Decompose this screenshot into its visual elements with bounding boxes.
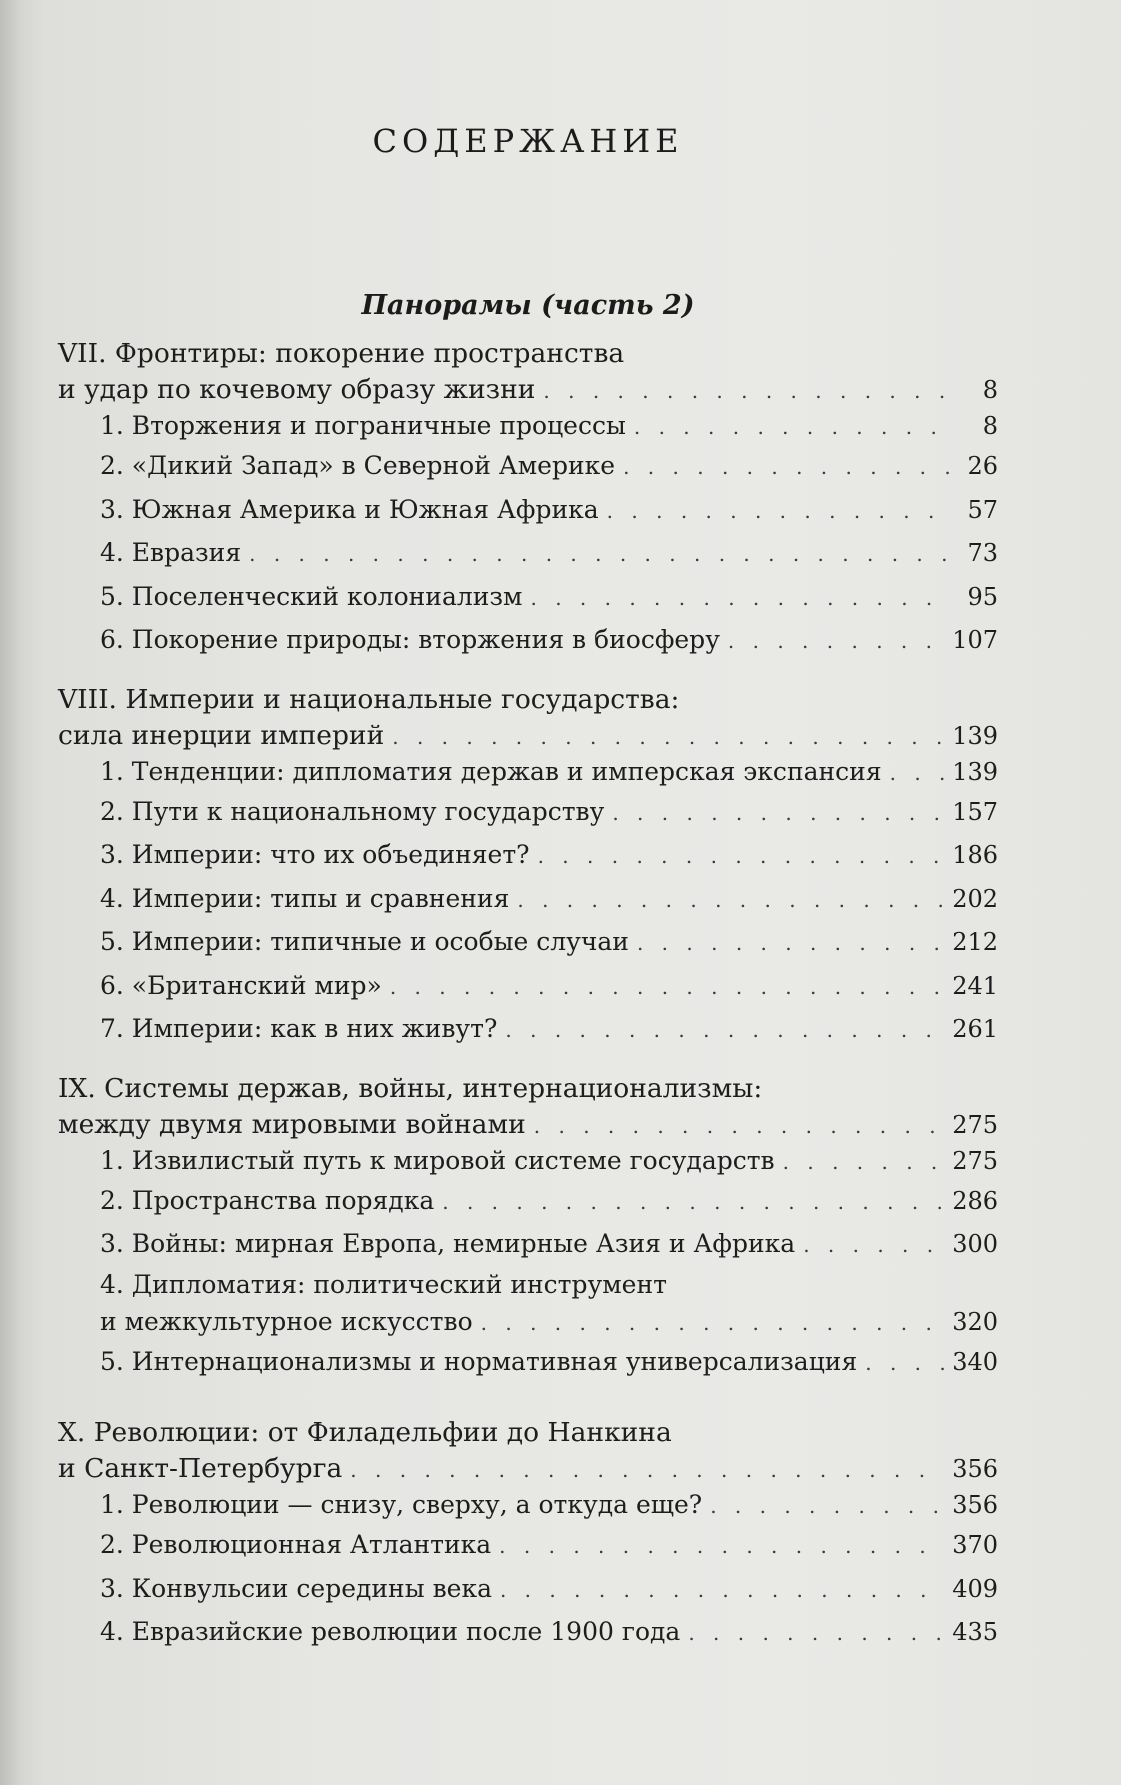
page-number: 95 [967, 582, 998, 611]
leader-dots [543, 373, 950, 409]
leader-dots [350, 1452, 944, 1488]
page-number: 107 [952, 626, 998, 654]
section-entry [58, 408, 998, 444]
chapter-entry [58, 1107, 998, 1143]
leader-dots [623, 446, 950, 490]
leader-dots [728, 620, 944, 664]
leader-dots [634, 409, 950, 445]
chapter-title-line [58, 336, 998, 372]
leader-dots [612, 792, 944, 836]
page-gutter [0, 0, 22, 1785]
section-title: 2. Пространства порядка [100, 1185, 435, 1215]
chapter-title-continued: сила инерции империй [58, 719, 385, 751]
section-entry [58, 1340, 998, 1384]
chapter-title-continued: и Санкт-Петербурга [58, 1453, 343, 1484]
chapter-entry [58, 372, 998, 408]
page-number: 370 [952, 1531, 998, 1559]
section-title: 1. Тенденции: дипломатия держав и имперская экспансия [100, 756, 882, 786]
leader-dots [710, 1488, 944, 1524]
page-number: 26 [967, 452, 998, 480]
page-number: 139 [952, 721, 998, 750]
toc-chapter [58, 336, 998, 662]
page-number: 356 [952, 1455, 998, 1483]
leader-dots [442, 1181, 944, 1225]
page-number: 286 [952, 1186, 998, 1215]
leader-dots [481, 1305, 945, 1341]
chapter-title-line [58, 1415, 998, 1451]
section-title: 5. Поселенческий колониализм [100, 581, 523, 611]
leader-dots [499, 1525, 944, 1569]
leader-dots [517, 879, 944, 923]
page-number: 435 [952, 1618, 998, 1646]
section-entry [58, 1487, 998, 1523]
section-entry [58, 1179, 998, 1223]
page-number: 409 [952, 1574, 998, 1603]
section-entry [58, 1007, 998, 1051]
section-title: 5. Империи: типичные и особые случаи [100, 927, 629, 956]
section-entry [58, 754, 998, 790]
section-title: 3. Южная Америка и Южная Африка [100, 494, 599, 524]
page-number: 356 [952, 1491, 998, 1519]
page-number: 320 [952, 1307, 998, 1336]
page-number: 275 [952, 1110, 998, 1139]
page-number: 186 [952, 841, 998, 869]
page-number: 8 [982, 376, 998, 404]
leader-dots [688, 1612, 944, 1656]
section-title-line [58, 1266, 998, 1304]
section-title: 5. Интернационализмы и нормативная универсализация [100, 1346, 858, 1376]
section-entry [58, 1610, 998, 1654]
section-title-continued: и межкультурное искусство [100, 1306, 473, 1336]
page-number: 261 [952, 1015, 998, 1043]
leader-dots [890, 755, 945, 791]
page-number: 139 [952, 757, 998, 786]
section-entry [58, 790, 998, 834]
leader-dots [783, 1144, 945, 1180]
section-entry [58, 877, 998, 921]
section-title: 4. Евразийские революции после 1900 года [100, 1617, 681, 1646]
section-entry [58, 618, 998, 662]
leader-dots [538, 835, 945, 879]
section-title: 2. «Дикий Запад» в Северной Америке [100, 451, 616, 480]
section-entry [58, 488, 998, 532]
section-entry [58, 1222, 998, 1266]
section-entry [58, 920, 998, 964]
part-heading: Панорамы (часть 2) [361, 290, 695, 321]
section-title: 1. Извилистый путь к мировой системе государств [100, 1145, 775, 1175]
chapter-entry [58, 718, 998, 754]
section-entry [58, 444, 998, 488]
leader-dots [249, 533, 950, 577]
table-of-contents [58, 336, 998, 1674]
section-entry [58, 575, 998, 619]
section-title: 4. Империи: типы и сравнения [100, 883, 510, 913]
section-title: 1. Вторжения и пограничные процессы [100, 411, 626, 440]
toc-chapter [58, 682, 998, 1051]
page-number: 157 [952, 797, 998, 826]
toc-chapter [58, 1415, 998, 1654]
section-title: 6. «Британский мир» [100, 970, 382, 1000]
section-entry [58, 1567, 998, 1611]
section-entry [58, 1143, 998, 1179]
section-entry [58, 833, 998, 877]
section-title: 7. Империи: как в них живут? [100, 1014, 498, 1043]
leader-dots [865, 1342, 944, 1386]
page-number: 340 [952, 1347, 998, 1376]
chapter-title-line [58, 682, 998, 718]
section-title: 4. Дипломатия: политический инструмент [100, 1269, 667, 1299]
chapter-title: VIII. Империи и национальные государства: [58, 683, 680, 715]
section-title: 6. Покорение природы: вторжения в биосферу [100, 625, 720, 654]
page-number: 212 [952, 928, 998, 956]
section-title: 2. Пути к национальному государству [100, 796, 605, 826]
page-number: 241 [952, 971, 998, 1000]
page-number: 8 [982, 412, 998, 440]
leader-dots [500, 1569, 944, 1613]
toc-chapter [58, 1071, 998, 1384]
page-number: 73 [967, 539, 998, 567]
leader-dots [534, 1108, 944, 1144]
section-entry [58, 531, 998, 575]
section-title: 3. Войны: мирная Европа, немирные Азия и Африка [100, 1229, 796, 1258]
leader-dots [637, 922, 944, 966]
chapter-entry [58, 1451, 998, 1487]
leader-dots [530, 577, 950, 621]
leader-dots [803, 1224, 944, 1268]
leader-dots [392, 719, 944, 755]
chapter-title: X. Революции: от Филадельфии до Нанкина [58, 1417, 672, 1448]
section-entry [58, 1304, 998, 1340]
section-title: 3. Империи: что их объединяет? [100, 840, 530, 869]
page-number: 57 [967, 495, 998, 524]
chapter-title-continued: и удар по кочевому образу жизни [58, 374, 536, 405]
leader-dots [607, 490, 950, 534]
leader-dots [390, 966, 944, 1010]
page-title: СОДЕРЖАНИЕ [372, 122, 684, 160]
page-number: 202 [952, 884, 998, 913]
section-title: 3. Конвульсии середины века [100, 1573, 492, 1603]
section-title: 4. Евразия [100, 538, 242, 567]
section-entry [58, 964, 998, 1008]
section-title: 1. Революции — снизу, сверху, а откуда еще? [100, 1490, 703, 1519]
section-entry [58, 1523, 998, 1567]
chapter-title: IX. Системы держав, войны, интернационализмы: [58, 1072, 763, 1104]
chapter-title-line [58, 1071, 998, 1107]
leader-dots [505, 1009, 944, 1053]
chapter-title-continued: между двумя мировыми войнами [58, 1108, 526, 1140]
page-number: 275 [952, 1146, 998, 1175]
page-number: 300 [952, 1230, 998, 1258]
chapter-title: VII. Фронтиры: покорение пространства [58, 338, 625, 369]
section-title: 2. Революционная Атлантика [100, 1530, 492, 1559]
